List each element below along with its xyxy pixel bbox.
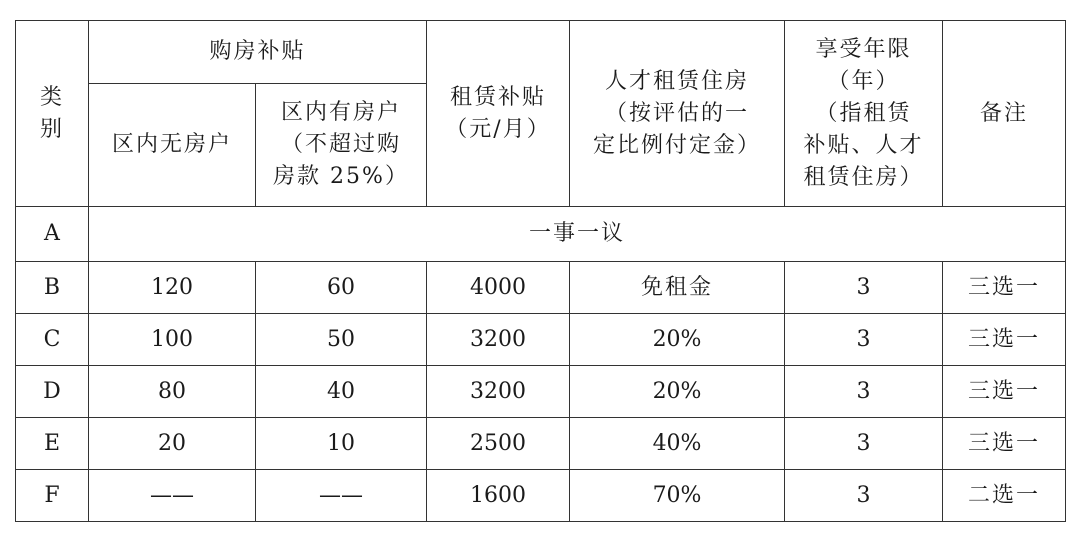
header-no-house: 区内无房户 xyxy=(89,84,256,207)
category-cell: E xyxy=(16,418,89,470)
merged-cell: 一事一议 xyxy=(89,207,1066,262)
rent-cell: 3200 xyxy=(427,314,570,366)
has-house-cell: 40 xyxy=(256,366,427,418)
years-cell: 3 xyxy=(785,366,943,418)
remark-cell: 三选一 xyxy=(943,314,1066,366)
rent-cell: 4000 xyxy=(427,262,570,314)
has-house-cell: 60 xyxy=(256,262,427,314)
table-row xyxy=(16,366,1066,418)
category-cell: C xyxy=(16,314,89,366)
rent-cell: 1600 xyxy=(427,470,570,522)
category-cell: A xyxy=(16,207,89,262)
talent-cell: 40% xyxy=(570,418,785,470)
years-cell: 3 xyxy=(785,262,943,314)
table-row xyxy=(16,314,1066,366)
remark-cell: 二选一 xyxy=(943,470,1066,522)
rent-cell: 2500 xyxy=(427,418,570,470)
table-row xyxy=(16,207,1066,262)
header-years: 享受年限 （年） （指租赁 补贴、人才 租赁住房） xyxy=(785,21,943,207)
no-house-cell: —— xyxy=(89,470,256,522)
talent-cell: 20% xyxy=(570,314,785,366)
table-row xyxy=(16,418,1066,470)
has-house-cell: 10 xyxy=(256,418,427,470)
table-row xyxy=(16,262,1066,314)
talent-cell: 20% xyxy=(570,366,785,418)
has-house-cell: 50 xyxy=(256,314,427,366)
header-purchase-subsidy: 购房补贴 xyxy=(89,21,427,84)
category-cell: F xyxy=(16,470,89,522)
header-category: 类 别 xyxy=(16,21,89,207)
header-has-house: 区内有房户 （不超过购 房款 25%） xyxy=(256,84,427,207)
header-row-1 xyxy=(16,21,1066,84)
header-remark: 备注 xyxy=(943,21,1066,207)
years-cell: 3 xyxy=(785,470,943,522)
talent-cell: 免租金 xyxy=(570,262,785,314)
remark-cell: 三选一 xyxy=(943,418,1066,470)
years-cell: 3 xyxy=(785,314,943,366)
subsidy-table xyxy=(15,20,1066,522)
header-rent-subsidy: 租赁补贴 （元/月） xyxy=(427,21,570,207)
table-row xyxy=(16,470,1066,522)
no-house-cell: 100 xyxy=(89,314,256,366)
no-house-cell: 120 xyxy=(89,262,256,314)
rent-cell: 3200 xyxy=(427,366,570,418)
no-house-cell: 20 xyxy=(89,418,256,470)
category-cell: D xyxy=(16,366,89,418)
has-house-cell: —— xyxy=(256,470,427,522)
talent-cell: 70% xyxy=(570,470,785,522)
remark-cell: 三选一 xyxy=(943,366,1066,418)
remark-cell: 三选一 xyxy=(943,262,1066,314)
header-talent-housing: 人才租赁住房 （按评估的一 定比例付定金） xyxy=(570,21,785,207)
no-house-cell: 80 xyxy=(89,366,256,418)
category-cell: B xyxy=(16,262,89,314)
years-cell: 3 xyxy=(785,418,943,470)
